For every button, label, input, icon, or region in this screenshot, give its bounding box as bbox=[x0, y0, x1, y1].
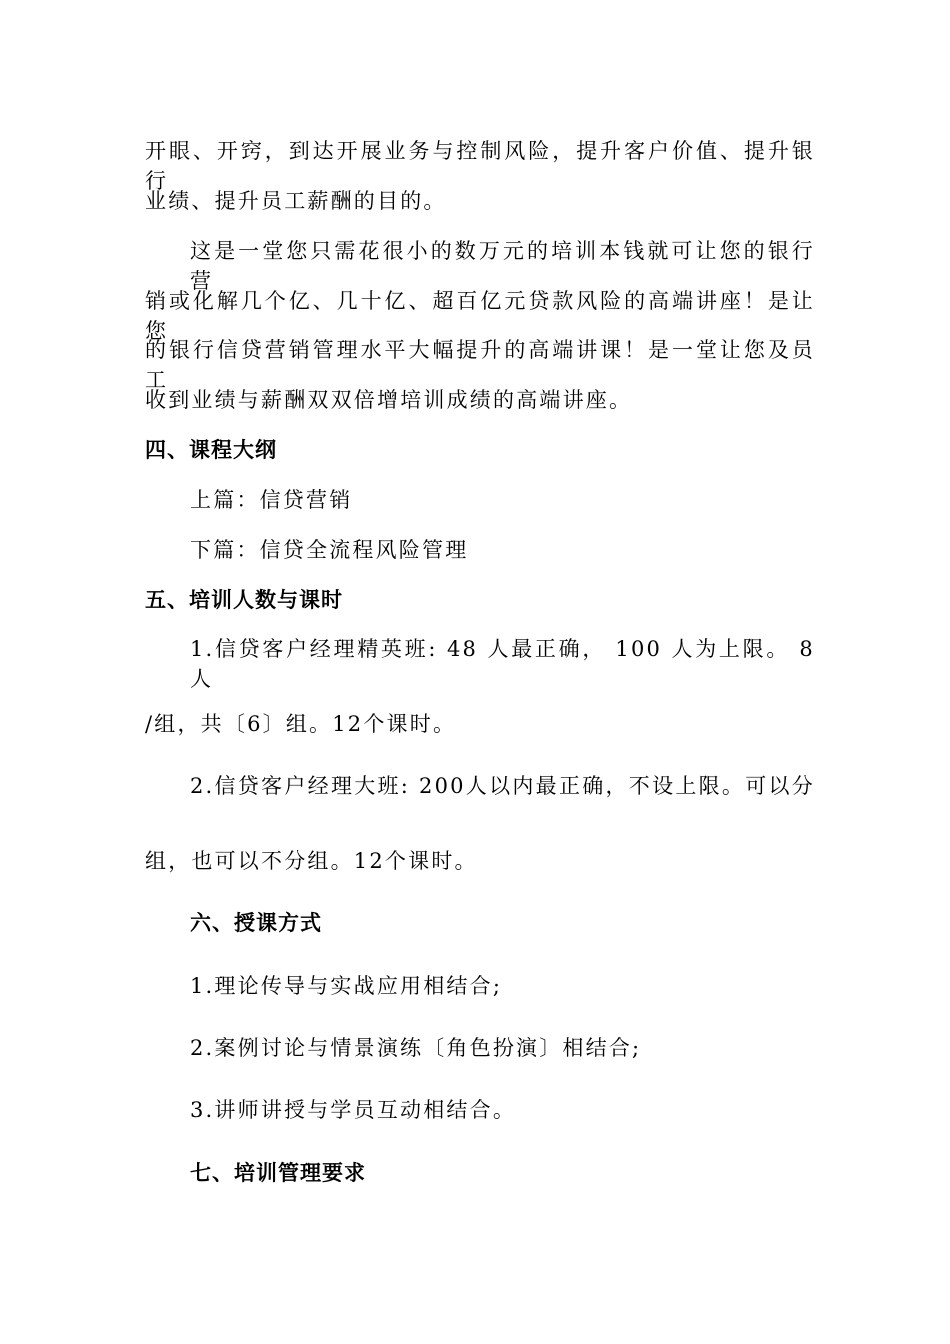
outline-item: 上篇：信贷营销 bbox=[190, 488, 353, 512]
body-text-line: 收到业绩与薪酬双双倍增培训成绩的高端讲座。 bbox=[145, 388, 633, 412]
body-text-line: 销或化解几个亿、几十亿、超百亿元贷款风险的高端讲座！是让您 bbox=[145, 289, 815, 343]
body-text-line: 业绩、提升员工薪酬的目的。 bbox=[145, 189, 447, 213]
section-heading-outline: 四、课程大纲 bbox=[145, 437, 277, 462]
list-item: 3.讲师讲授与学员互动相结合。 bbox=[190, 1098, 517, 1122]
body-text-line: 开眼、开窍，到达开展业务与控制风险，提升客户价值、提升银行 bbox=[145, 139, 815, 193]
section-heading-management: 七、培训管理要求 bbox=[190, 1160, 366, 1185]
outline-item: 下篇：信贷全流程风险管理 bbox=[190, 538, 469, 562]
body-text-line: 2.信贷客户经理大班: 200人以内最正确，不设上限。可以分 bbox=[190, 774, 815, 798]
body-text-line: 组，也可以不分组。12个课时。 bbox=[145, 849, 478, 873]
section-heading-teaching-method: 六、授课方式 bbox=[190, 910, 322, 935]
list-item: 2.案例讨论与情景演练〔角色扮演〕相结合; bbox=[190, 1036, 642, 1060]
body-text-line: 1.信贷客户经理精英班: 48 人最正确， 100 人为上限。 8 人 bbox=[190, 637, 815, 691]
body-text-line: 这是一堂您只需花很小的数万元的培训本钱就可让您的银行营 bbox=[190, 239, 815, 293]
body-text-line: /组，共〔6〕组。12个课时。 bbox=[145, 712, 457, 736]
body-text-line: 的银行信贷营销管理水平大幅提升的高端讲课！是一堂让您及员工 bbox=[145, 338, 815, 392]
section-heading-training-size: 五、培训人数与课时 bbox=[145, 587, 343, 612]
list-item: 1.理论传导与实战应用相结合; bbox=[190, 974, 503, 998]
